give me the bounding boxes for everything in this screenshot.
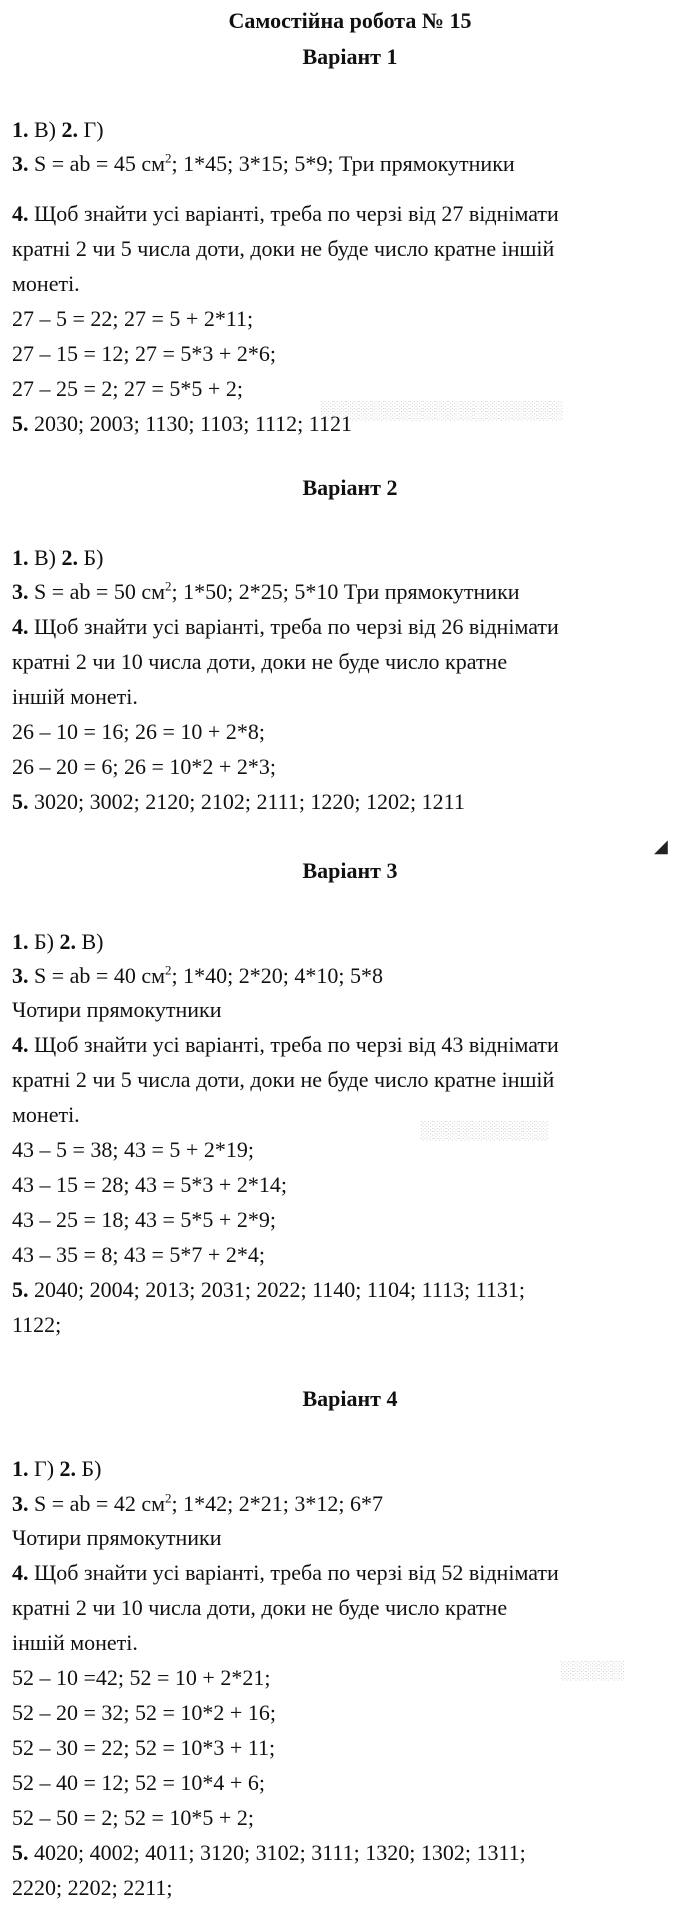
bleed-through-mark: ░░░░░░░░░░░░░░░░░░░ xyxy=(320,400,563,420)
v1-equation: 27 – 15 = 12; 27 = 5*3 + 2*6; xyxy=(12,341,276,366)
variant-3-heading: Варіант 3 xyxy=(302,858,398,883)
v3-task-4-line: монеті. xyxy=(12,1102,80,1127)
pen-mark: ◢ xyxy=(654,836,668,856)
v4-task-4-line: кратні 2 чи 10 числа доти, доки не буде число кратне xyxy=(12,1595,508,1620)
v4-answers-1-2: 1. Г) 2. Б) xyxy=(12,1456,102,1481)
v4-equation: 52 – 10 =42; 52 = 10 + 2*21; xyxy=(12,1665,271,1690)
variant-2-heading: Варіант 2 xyxy=(302,475,398,500)
v3-task-3: 3. S = ab = 40 $см^2$; 1*40; 2*20; 4*10; 5*8 xyxy=(12,962,383,988)
v2-answers-1-2: 1. В) 2. Б) xyxy=(12,545,104,570)
v4-equation: 52 – 20 = 32; 52 = 10*2 + 16; xyxy=(12,1700,276,1725)
v1-equation: 27 – 25 = 2; 27 = 5*5 + 2; xyxy=(12,376,243,401)
v4-task-5-line: 2220; 2202; 2211; xyxy=(12,1875,173,1900)
v3-answers-1-2: 1. Б) 2. В) xyxy=(12,929,104,954)
v3-equation: 43 – 15 = 28; 43 = 5*3 + 2*14; xyxy=(12,1172,287,1197)
v3-equation: 43 – 25 = 18; 43 = 5*5 + 2*9; xyxy=(12,1207,276,1232)
v4-equation: 52 – 40 = 12; 52 = 10*4 + 6; xyxy=(12,1770,265,1795)
v4-task-4-line: іншій монеті. xyxy=(12,1630,138,1655)
v3-equation: 43 – 5 = 38; 43 = 5 + 2*19; xyxy=(12,1137,254,1162)
v1-task-4-line: монеті. xyxy=(12,271,80,296)
v4-task-5: 5. 4020; 4002; 4011; 3120; 3102; 3111; 1320; 1302; 1311; xyxy=(12,1840,526,1865)
v3-task-3-answer: Чотири прямокутники xyxy=(12,997,222,1022)
v2-task-4: 4. Щоб знайти усі варіанті, треба по черзі від 26 віднімати xyxy=(12,614,559,639)
v1-task-4-line: кратні 2 чи 5 числа доти, доки не буде число кратне іншій xyxy=(12,236,555,261)
v2-task-3: 3. S = ab = 50 $см^2$; 1*50; 2*25; 5*10 Три прямокутники xyxy=(12,578,520,604)
v3-equation: 43 – 35 = 8; 43 = 5*7 + 2*4; xyxy=(12,1242,265,1267)
v2-equation: 26 – 20 = 6; 26 = 10*2 + 2*3; xyxy=(12,754,276,779)
variant-1-heading: Варіант 1 xyxy=(302,44,398,69)
v4-task-3: 3. S = ab = 42 $см^2$; 1*42; 2*21; 3*12; 6*7 xyxy=(12,1490,383,1516)
v4-equation: 52 – 30 = 22; 52 = 10*3 + 11; xyxy=(12,1735,276,1760)
v4-task-4: 4. Щоб знайти усі варіанті, треба по черзі від 52 віднімати xyxy=(12,1560,559,1585)
v2-equation: 26 – 10 = 16; 26 = 10 + 2*8; xyxy=(12,719,265,744)
bleed-through-mark: ░░░░░ xyxy=(560,1660,624,1680)
v1-task-5: 5. 2030; 2003; 1130; 1103; 1112; 1121 xyxy=(12,411,352,436)
v4-equation: 52 – 50 = 2; 52 = 10*5 + 2; xyxy=(12,1805,254,1830)
v3-task-5: 5. 2040; 2004; 2013; 2031; 2022; 1140; 1104; 1113; 1131; xyxy=(12,1277,525,1302)
bleed-through-mark: ░░░░░░░░░░ xyxy=(420,1120,548,1140)
v3-task-4-line: кратні 2 чи 5 числа доти, доки не буде число кратне іншій xyxy=(12,1067,555,1092)
v3-task-4: 4. Щоб знайти усі варіанті, треба по черзі від 43 віднімати xyxy=(12,1032,559,1057)
v2-task-4-line: кратні 2 чи 10 числа доти, доки не буде число кратне xyxy=(12,649,508,674)
v2-task-4-line: іншій монеті. xyxy=(12,684,138,709)
v1-task-4: 4. Щоб знайти усі варіанті, треба по черзі від 27 віднімати xyxy=(12,201,559,226)
page-title: Самостійна робота № 15 xyxy=(228,8,472,33)
v1-answers-1-2: 1. В) 2. Г) xyxy=(12,117,104,142)
v2-task-5: 5. 3020; 3002; 2120; 2102; 2111; 1220; 1202; 1211 xyxy=(12,789,465,814)
v1-equation: 27 – 5 = 22; 27 = 5 + 2*11; xyxy=(12,306,254,331)
v1-task-3: 3. S = ab = 45 $см^2$; 1*45; 3*15; 5*9; Три прямокутники xyxy=(12,150,515,176)
variant-4-heading: Варіант 4 xyxy=(302,1386,398,1411)
v3-task-5-line: 1122; xyxy=(12,1312,62,1337)
v4-task-3-answer: Чотири прямокутники xyxy=(12,1525,222,1550)
